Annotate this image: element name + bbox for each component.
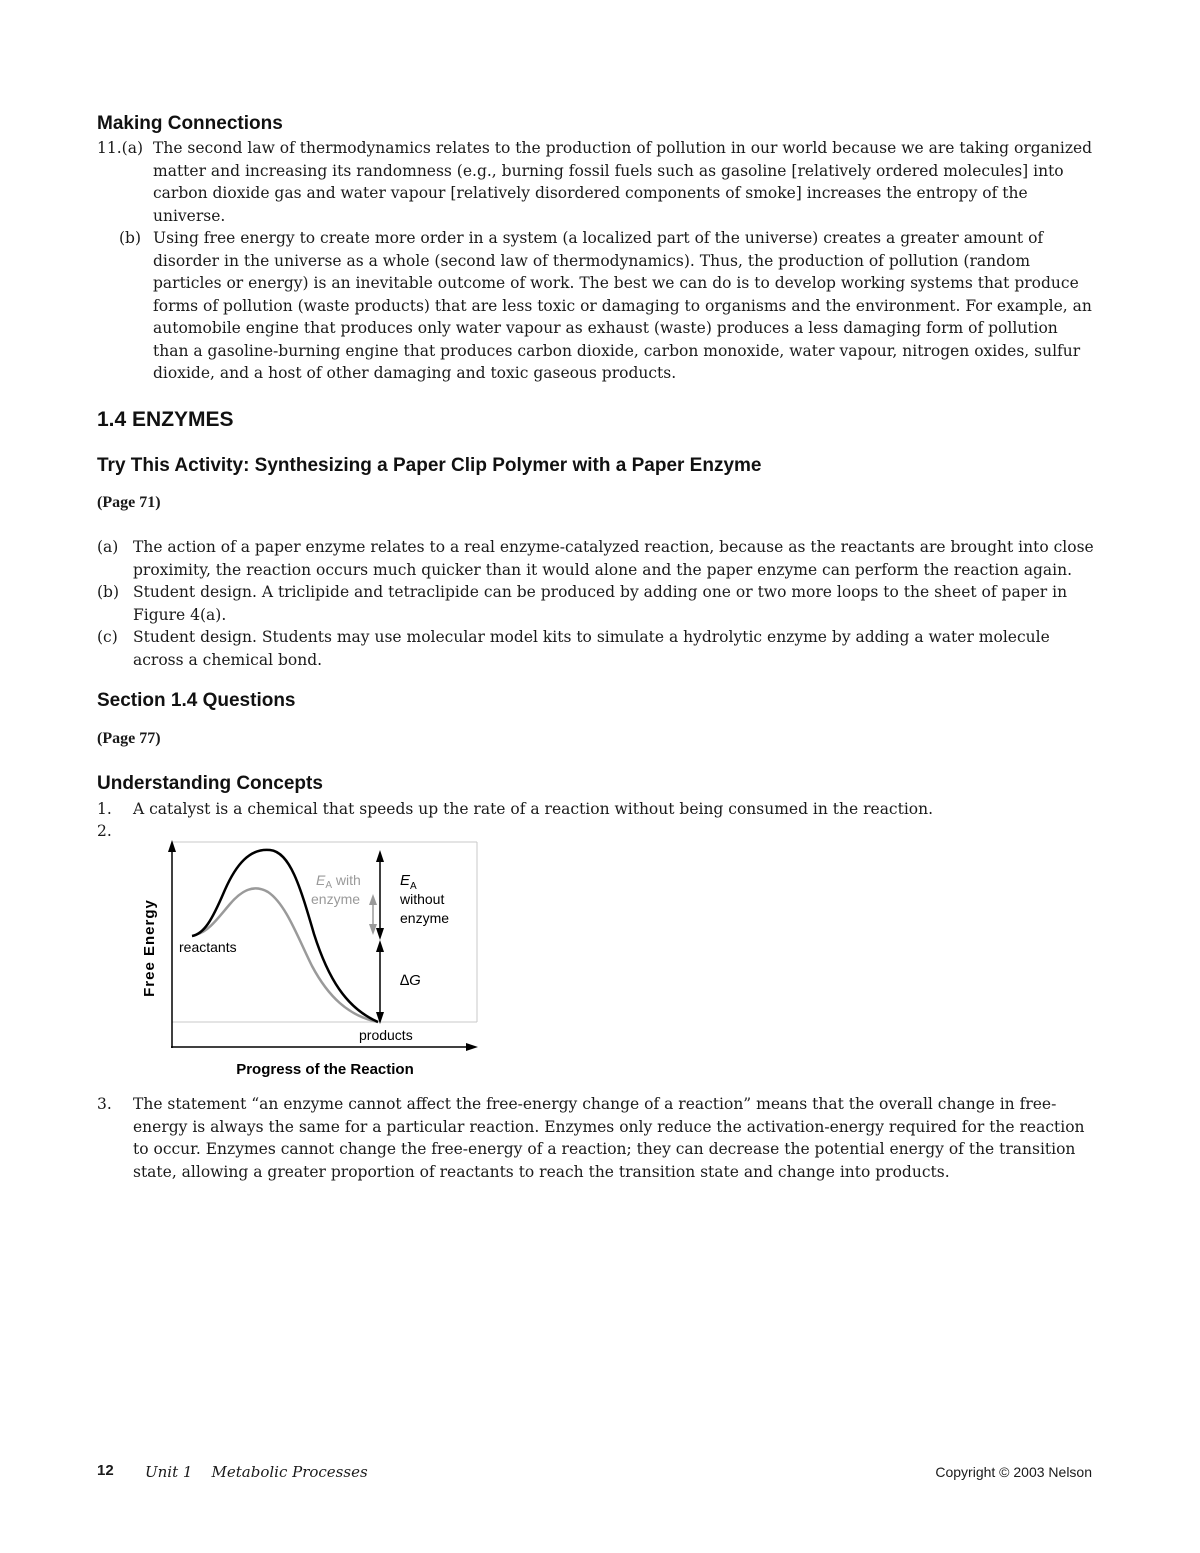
ea-without-label-line3: enzyme <box>400 910 450 926</box>
list-item <box>97 626 1097 671</box>
question-1 <box>97 798 1097 821</box>
y-axis-label: Free Energy <box>141 899 158 997</box>
questions-heading: Section 1.4 Questions <box>97 690 296 711</box>
activity-page-ref: (Page 71) <box>97 494 161 511</box>
arrowhead <box>376 850 384 862</box>
answer-label: 11.(a) <box>97 139 143 157</box>
arrowhead <box>376 940 384 952</box>
item-label: (b) <box>97 583 120 601</box>
item-text: Student design. Students may use molecular model kits to simulate a hydrolytic enzyme by adding a water molecule across a chemical bond. <box>133 628 1050 669</box>
page-footer <box>97 1462 1097 1484</box>
item-text: A catalyst is a chemical that speeds up the rate of a reaction without being consumed in the reaction. <box>133 800 934 818</box>
answer-text: Using free energy to create more order in a system (a localized part of the universe) creates a greater amount of disorder in the universe as a whole (second law of thermodynamics). Thus, the production of pollution (random particles or energy) is an inevitable outcome of work. The best we can do is to develop working systems that produce forms of pollution (waste products) that are less toxic or damaging to organisms and the environment. For example, an automobile engine that produces only water vapour as exhaust (waste) produces a less damaging form of pollution than a gasoline-burning engine that produces carbon dioxide, carbon monoxide, water vapour, nitrogen oxides, sulfur dioxide, and a host of other damaging and toxic gaseous products. <box>153 229 1092 382</box>
x-axis-arrowhead <box>466 1043 478 1051</box>
item-label: 3. <box>97 1095 112 1113</box>
arrowhead <box>369 924 377 935</box>
list-item <box>97 536 1097 581</box>
answer-11b <box>97 227 1097 385</box>
ea-without-label-line2: without <box>400 891 445 907</box>
understanding-concepts-heading: Understanding Concepts <box>97 773 323 794</box>
item-text: The statement “an enzyme cannot affect the free-energy change of a reaction” means that the overall change in free-energy is always the same for a particular reaction. Enzymes only reduce the activation-energy required for the reaction to occur. Enzymes cannot change the free-energy of a reaction; they can decrease the potential energy of the transition state, allowing a greater proportion of reactants to reach the transition state and change into products. <box>133 1095 1085 1181</box>
activity-heading: Try This Activity: Synthesizing a Paper Clip Polymer with a Paper Enzyme <box>97 455 762 476</box>
item-label: 2. <box>97 822 112 840</box>
item-text: The action of a paper enzyme relates to a real enzyme-catalyzed reaction, because as the reactants are brought into close proximity, the reaction occurs much quicker than it would alone and the paper enzyme can perform the reaction again. <box>133 538 1094 579</box>
item-label: (a) <box>97 538 119 556</box>
ea-with-label: $E_A$ with <box>316 872 361 891</box>
item-label: 1. <box>97 800 112 818</box>
arrowhead <box>369 894 377 905</box>
list-item <box>97 581 1097 626</box>
section-title: 1.4 ENZYMES <box>97 408 234 431</box>
reactants-label: reactants <box>179 939 237 955</box>
unit-title: Unit 1 Metabolic Processes <box>145 1463 368 1481</box>
free-energy-diagram <box>130 838 490 1084</box>
making-connections-heading: Making Connections <box>97 113 283 134</box>
question-3 <box>97 1093 1097 1183</box>
questions-page-ref: (Page 77) <box>97 730 161 747</box>
ea-without-label: $E_A$ <box>400 872 417 892</box>
answer-label: (b) <box>119 229 142 247</box>
page-number: 12 <box>97 1462 114 1479</box>
delta-g-label: ∆G <box>400 972 421 989</box>
copyright: Copyright © 2003 Nelson <box>935 1464 1092 1480</box>
answer-text: The second law of thermodynamics relates to the production of pollution in our world because we are taking organized matter and increasing its randomness (e.g., burning fossil fuels such as gasoline [relatively ordered molecules] into carbon dioxide gas and water vapour [relatively disordered components of smoke] increases the entropy of the universe. <box>153 139 1093 225</box>
answer-11a <box>97 137 1097 227</box>
products-label: products <box>359 1027 413 1043</box>
item-label: (c) <box>97 628 118 646</box>
item-text: Student design. A triclipide and tetraclipide can be produced by adding one or two more loops to the sheet of paper in Figure 4(a). <box>133 583 1068 624</box>
activity-answers <box>97 536 1097 671</box>
ea-with-label-line2: enzyme <box>311 891 361 907</box>
x-axis-label: Progress of the Reaction <box>236 1061 414 1078</box>
arrowhead <box>376 928 384 940</box>
